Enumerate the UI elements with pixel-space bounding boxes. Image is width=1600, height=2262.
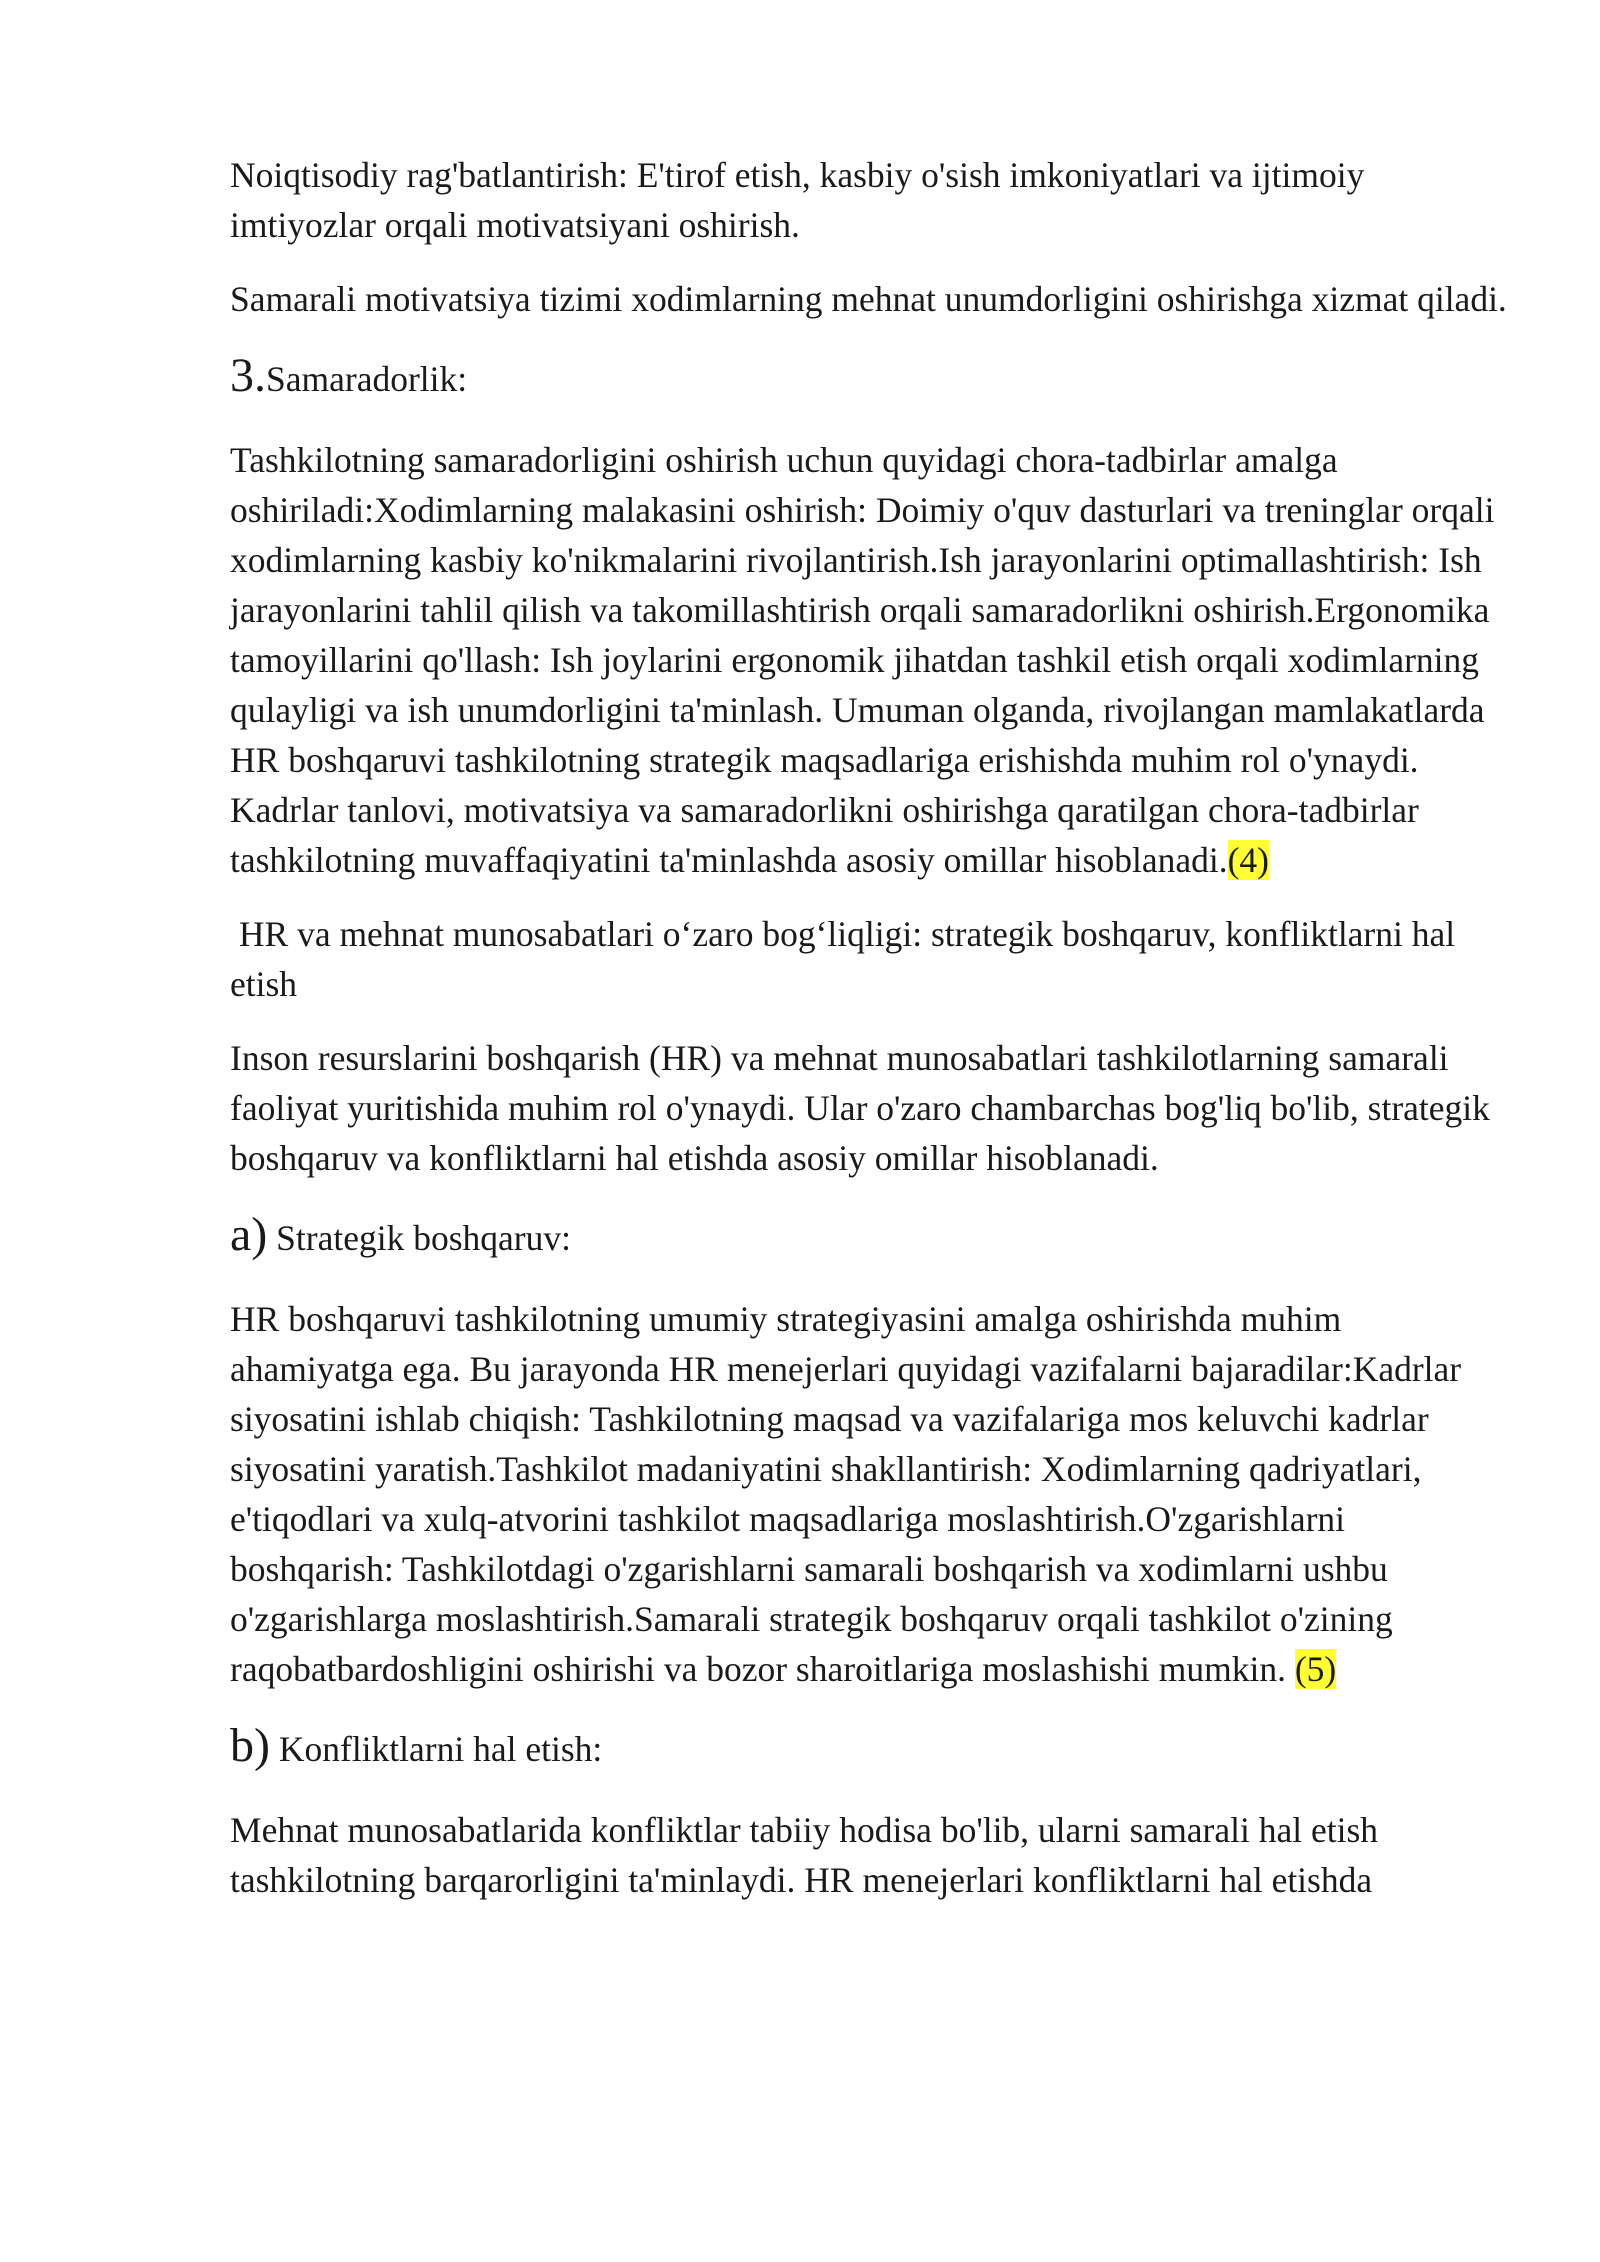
paragraph-motivation-system: Samarali motivatsiya tizimi xodimlarning mehnat unumdorligini oshirishga xizmat qiladi. bbox=[230, 279, 1507, 319]
paragraph-efficiency-measures bbox=[230, 435, 1510, 885]
heading-text: Strategik boshqaruv: bbox=[267, 1218, 571, 1258]
heading-efficiency bbox=[230, 348, 1510, 407]
citation-reference-5: (5) bbox=[1294, 1649, 1337, 1689]
heading-number: 3. bbox=[230, 349, 266, 402]
paragraph-text: Tashkilotning samaradorligini oshirish uchun quyidagi chora-tadbirlar amalga oshiriladi:Xodimlarning malakasini oshirish: Doimiy o'quv dasturlari va treninglar orqali xodimlarning kasbiy ko'nikmalarini rivojlantirish.Ish jarayonlarini optimallashtirish: Ish jarayonlarini tahlil qilish va takomillashtirish orqali samaradorlikni oshirish.Ergonomika tamoyillarini qo'llash: Ish joylarini ergonomik jihatdan tashkil etish orqali xodimlarning qulayligi va ish unumdorligini ta'minlash. Umuman olganda, rivojlangan mamlakatlarda HR boshqaruvi tashkilotning strategik maqsadlariga erishishda muhim rol o'ynaydi. Kadrlar tanlovi, motivatsiya va samaradorlikni oshirishga qaratilgan chora-tadbirlar tashkilotning muvaffaqiyatini ta'minlashda asosiy omillar hisoblanadi. bbox=[230, 440, 1495, 880]
paragraph-conflict-resolution: Mehnat munosabatlarida konfliktlar tabiiy hodisa bo'lib, ularni samarali hal etish tashkilotning barqarorligini ta'minlaydi. HR menejerlari konfliktlarni hal etishda bbox=[230, 1810, 1379, 1900]
paragraph-text: HR boshqaruvi tashkilotning umumiy strategiyasini amalga oshirishda muhim ahamiyatga ega. Bu jarayonda HR menejerlari quyidagi vazifalarni bajaradilar:Kadrlar siyosatini ishlab chiqish: Tashkilotning maqsad va vazifalariga mos keluvchi kadrlar siyosatini yaratish.Tashkilot madaniyatini shakllantirish: Xodimlarning qadriyatlari, e'tiqodlari va xulq-atvorini tashkilot maqsadlariga moslashtirish.O'zgarishlarni boshqarish: Tashkilotdagi o'zgarishlarni samarali boshqarish va xodimlarni ushbu o'zgarishlarga moslashtirish.Samarali strategik boshqaruv orqali tashkilot o'zining raqobatbardoshligini oshirishi va bozor sharoitlariga moslashishi mumkin. bbox=[230, 1299, 1470, 1689]
heading-conflict-resolution bbox=[230, 1718, 1510, 1777]
heading-text: Samaradorlik: bbox=[266, 359, 468, 399]
heading-strategic-management bbox=[230, 1207, 1510, 1266]
paragraph-hr-intro: Inson resurslarini boshqarish (HR) va mehnat munosabatlari tashkilotlarning samarali faoliyat yuritishida muhim rol o'ynaydi. Ular o'zaro chambarchas bog'liq bo'lib, strategik boshqaruv va konfliktlarni hal etishda asosiy omillar hisoblanadi. bbox=[230, 1038, 1490, 1178]
paragraph-strategic-management bbox=[230, 1294, 1510, 1694]
heading-letter: a) bbox=[230, 1208, 268, 1261]
paragraph-hr-relations-title: HR va mehnat munosabatlari o‘zaro bog‘liqligi: strategik boshqaruv, konfliktlarni hal etish bbox=[230, 914, 1464, 1004]
heading-text: Konfliktlarni hal etish: bbox=[269, 1729, 603, 1769]
citation-reference-4: (4) bbox=[1227, 840, 1270, 880]
paragraph-noneconomic-incentives: Noiqtisodiy rag'batlantirish: E'tirof etish, kasbiy o'sish imkoniyatlari va ijtimoiy imtiyozlar orqali motivatsiyani oshirish. bbox=[230, 155, 1365, 245]
heading-letter: b) bbox=[230, 1719, 270, 1772]
document-page bbox=[230, 150, 1510, 1929]
